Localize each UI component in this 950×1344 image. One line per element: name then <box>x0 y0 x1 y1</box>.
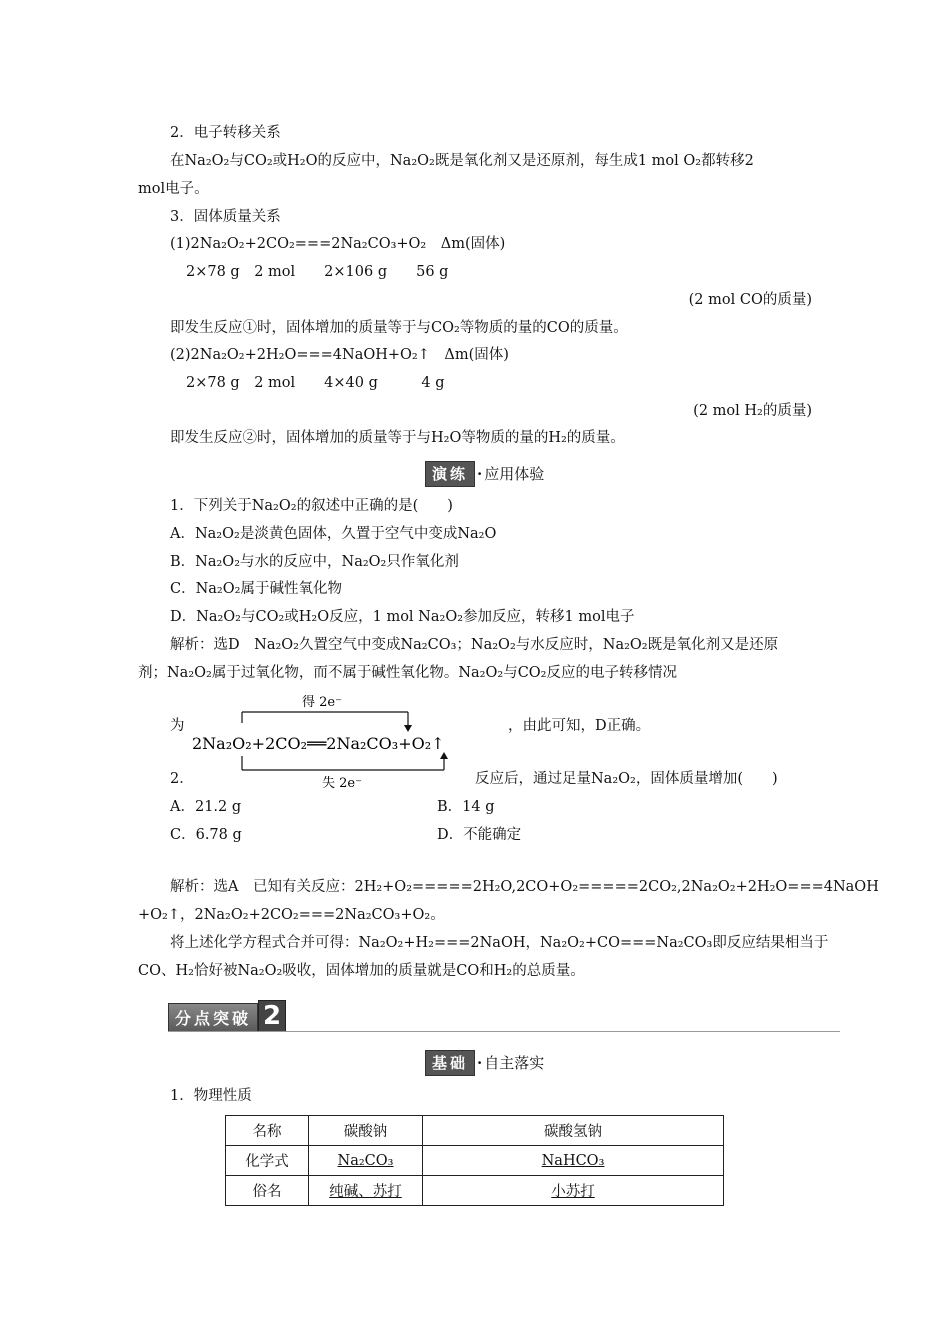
answer-2-line: 将上述化学方程式合并可得：Na₂O₂+H₂===2NaOH，Na₂O₂+CO===Na₂CO₃即反应结果相当于 <box>170 935 829 951</box>
equation-line-1: (1)2Na₂O₂+2CO₂===2Na₂CO₃+O₂ Δm(固体) <box>170 236 506 252</box>
answer-1-prefix: 为 <box>170 718 185 734</box>
section-divider <box>168 1031 840 1032</box>
reaction-formula: 2Na₂O₂+2CO₂══2Na₂CO₃+O₂↑ <box>192 734 445 753</box>
table-row <box>226 1176 724 1206</box>
lose-label: 失 2e⁻ <box>322 776 362 791</box>
banner-basics <box>425 1050 544 1076</box>
option-a: A．Na₂O₂是淡黄色固体，久置于空气中变成Na₂O <box>170 526 497 542</box>
table-header-row <box>226 1116 724 1146</box>
answer-2-line: +O₂↑，2Na₂O₂+2CO₂===2Na₂CO₃+O₂。 <box>138 907 445 923</box>
option-c: C．Na₂O₂属于碱性氧化物 <box>170 581 342 597</box>
banner-text: 应用体验 <box>484 465 545 483</box>
question-1: 1．下列关于Na₂O₂的叙述中正确的是( ) <box>170 498 453 514</box>
table-cell: 俗名 <box>226 1176 309 1206</box>
answer-2-line: 解析：选A 已知有关反应：2H₂+O₂=====2H₂O,2CO+O₂=====2CO₂,2Na₂O₂+2H₂O===4NaOH <box>170 879 879 895</box>
option-c: C．6.78 g <box>170 827 242 843</box>
option-b: B．Na₂O₂与水的反应中，Na₂O₂只作氧化剂 <box>170 554 459 570</box>
table-row <box>226 1146 724 1176</box>
mass-line-1: 2×78 g 2 mol 2×106 g 56 g <box>186 264 449 280</box>
note-co-mass: (2 mol CO的质量) <box>688 292 812 308</box>
paragraph-line: 在Na₂O₂与CO₂或H₂O的反应中，Na₂O₂既是氧化剂又是还原剂，每生成1 mol O₂都转移2 <box>170 153 754 169</box>
answer-1-suffix: ，由此可知，D正确。 <box>508 718 651 734</box>
gain-arrowhead <box>404 725 412 732</box>
option-b: B．14 g <box>437 799 495 815</box>
table-cell: 小苏打 <box>423 1176 724 1206</box>
lose-arrowhead <box>440 752 448 759</box>
table-header-cell: 名称 <box>226 1116 309 1146</box>
table-cell: 化学式 <box>226 1146 309 1176</box>
option-d: D．不能确定 <box>437 827 522 843</box>
banner-box: 基础 <box>425 1050 475 1076</box>
table-cell: Na₂CO₃ <box>309 1146 423 1176</box>
paragraph-line: mol电子。 <box>138 181 209 197</box>
answer-1-line: 剂；Na₂O₂属于过氧化物，而不属于碱性氧化物。Na₂O₂与CO₂反应的电子转移情况 <box>138 665 677 681</box>
physical-properties-heading: 1．物理性质 <box>170 1088 252 1104</box>
note-h2-mass: (2 mol H₂的质量) <box>693 403 812 419</box>
banner-text: 自主落实 <box>484 1054 545 1072</box>
option-d: D．Na₂O₂与CO₂或H₂O反应，1 mol Na₂O₂参加反应，转移1 mol电子 <box>170 609 635 625</box>
question-2-text: 反应后，通过足量Na₂O₂，固体质量增加( ) <box>475 771 778 787</box>
paragraph-line: 即发生反应①时，固体增加的质量等于与CO₂等物质的量的CO的质量。 <box>170 320 628 336</box>
gain-label: 得 2e⁻ <box>302 695 342 710</box>
option-a: A．21.2 g <box>170 799 242 815</box>
answer-1-line: 解析：选D Na₂O₂久置空气中变成Na₂CO₃；Na₂O₂与水反应时，Na₂O₂既是氧化剂又是还原 <box>170 637 779 653</box>
banner-box: 演练 <box>425 461 475 487</box>
section-heading <box>168 1000 286 1032</box>
section-tag: 分点突破 <box>168 1003 258 1032</box>
table-cell: NaHCO₃ <box>423 1146 724 1176</box>
banner-dot: · <box>477 1054 483 1072</box>
mass-line-2: 2×78 g 2 mol 4×40 g 4 g <box>186 375 445 391</box>
table-header-cell: 碳酸钠 <box>309 1116 423 1146</box>
heading-electron-transfer: 2．电子转移关系 <box>170 125 281 141</box>
answer-2-line: CO、H₂恰好被Na₂O₂吸收，固体增加的质量就是CO和H₂的总质量。 <box>138 963 585 979</box>
electron-transfer-diagram <box>190 692 490 792</box>
banner-practice <box>425 461 544 487</box>
paragraph-line: 即发生反应②时，固体增加的质量等于与H₂O等物质的量的H₂的质量。 <box>170 430 625 446</box>
banner-dot: · <box>477 465 483 483</box>
table-header-cell: 碳酸氢钠 <box>423 1116 724 1146</box>
physical-properties-table <box>225 1115 724 1206</box>
heading-mass-relation: 3．固体质量关系 <box>170 209 281 225</box>
section-number: 2 <box>258 1000 286 1032</box>
equation-line-2: (2)2Na₂O₂+2H₂O===4NaOH+O₂↑ Δm(固体) <box>170 347 509 363</box>
table-cell: 纯碱、苏打 <box>309 1176 423 1206</box>
question-2-number: 2． <box>170 771 194 787</box>
